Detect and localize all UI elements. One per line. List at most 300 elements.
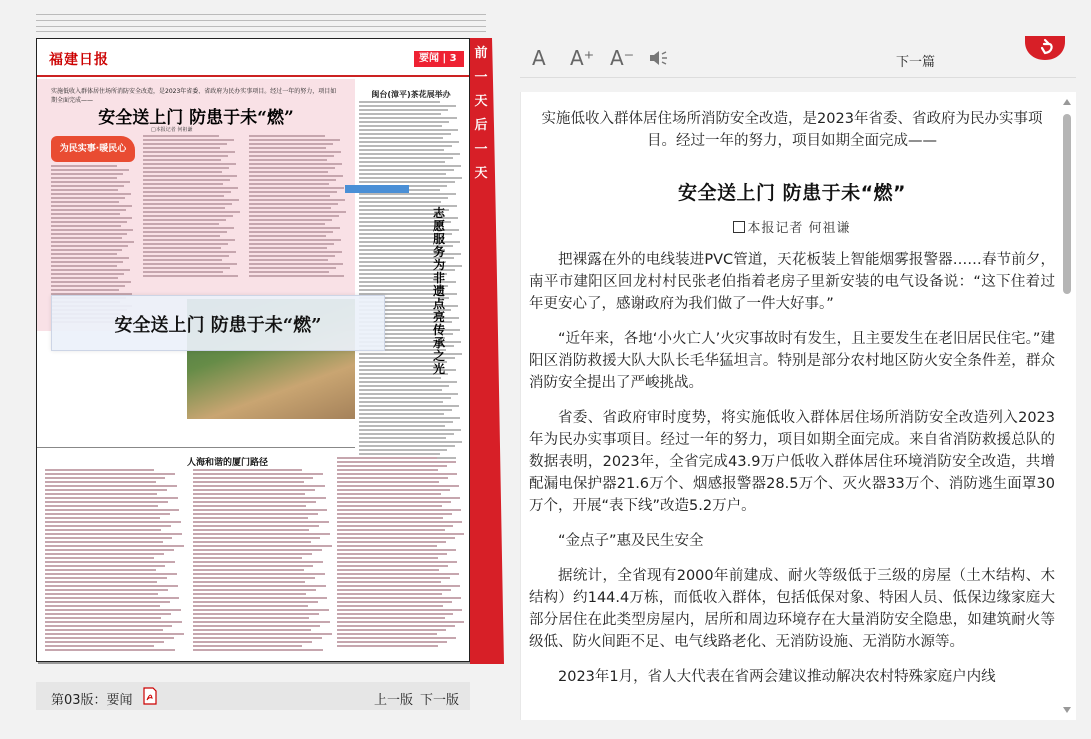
text-line (337, 525, 453, 527)
newspaper-page[interactable] (36, 38, 470, 662)
text-line (193, 513, 318, 515)
text-line (249, 179, 336, 181)
text-line (51, 217, 132, 219)
text-line (193, 585, 326, 587)
text-line (337, 485, 459, 487)
text-line (143, 187, 238, 189)
text-line (45, 501, 168, 503)
text-line (249, 231, 333, 233)
text-line (359, 237, 444, 239)
article-toolbar (520, 38, 1076, 78)
text-line (337, 545, 437, 547)
text-line (337, 645, 438, 647)
text-line (359, 449, 447, 451)
prev-page-link[interactable]: 上一版 (374, 693, 414, 708)
bottom-story-title[interactable]: 人海和谐的厦门路径 (187, 458, 269, 468)
text-line (337, 573, 459, 575)
text-line (193, 573, 325, 575)
text-line (45, 537, 172, 539)
text-line (143, 183, 223, 185)
text-line (337, 505, 442, 507)
text-line (359, 417, 460, 419)
text-line (51, 245, 128, 247)
text-line (337, 577, 450, 579)
text-line (337, 637, 456, 639)
text-line (193, 633, 332, 635)
text-line (143, 255, 229, 257)
text-line (337, 469, 438, 471)
day-nav-label[interactable] (472, 42, 490, 186)
scroll-down-arrow-icon[interactable] (1063, 707, 1071, 713)
text-line (337, 513, 452, 515)
speaker-icon[interactable] (648, 48, 670, 68)
blue-label-strip (345, 185, 409, 193)
text-line (51, 209, 126, 211)
text-line (249, 183, 329, 185)
text-line (359, 277, 440, 279)
text-line (337, 521, 462, 523)
text-line (359, 437, 446, 439)
text-line (337, 585, 460, 587)
text-line (249, 267, 336, 269)
text-line (143, 155, 228, 157)
text-line (193, 565, 313, 567)
text-line (249, 135, 325, 137)
vertical-headline[interactable]: 志愿服务为非遗点亮传承之光 (433, 206, 446, 376)
text-line (45, 637, 174, 639)
text-line (249, 151, 341, 153)
text-line (193, 497, 326, 499)
text-line (359, 137, 443, 139)
text-line (143, 267, 230, 269)
text-line (359, 453, 440, 455)
text-line (193, 525, 319, 527)
text-line (45, 565, 165, 567)
text-line (143, 271, 223, 273)
text-line (143, 243, 228, 245)
hover-article-highlight[interactable] (51, 295, 385, 351)
text-line (143, 275, 238, 277)
text-line (45, 549, 174, 551)
text-line (51, 189, 118, 191)
text-line (249, 247, 327, 249)
font-reset-button[interactable]: A (532, 46, 546, 70)
text-line (359, 213, 442, 215)
text-line (45, 521, 181, 523)
ribbon-char: 一 (474, 70, 488, 85)
text-line (45, 473, 175, 475)
text-line (359, 161, 445, 163)
text-line (193, 501, 316, 503)
text-line (143, 227, 234, 229)
text-line (193, 589, 316, 591)
text-line (193, 629, 311, 631)
prev-day-link[interactable]: 前 (474, 46, 488, 61)
text-line (249, 159, 327, 161)
text-line (143, 223, 219, 225)
text-line (143, 211, 240, 213)
text-line (45, 553, 164, 555)
text-line (337, 465, 447, 467)
text-line (359, 365, 440, 367)
text-line (143, 203, 232, 205)
article-lead: 实施低收入群体居住场所消防安全改造，是2023年省委、省政府为民办实事项目。经过一年的努力，项目如期全面完成—— (541, 111, 1043, 149)
text-line (337, 529, 445, 531)
text-line (249, 203, 338, 205)
text-line (359, 121, 449, 123)
text-line (249, 271, 329, 273)
text-line (193, 541, 311, 543)
text-line (45, 633, 184, 635)
text-line (359, 141, 459, 143)
text-line (337, 633, 437, 635)
text-line (359, 377, 441, 379)
text-line (51, 197, 125, 199)
text-line (45, 497, 178, 499)
text-line (45, 545, 184, 547)
next-page-link[interactable]: 下一版 (420, 693, 460, 708)
text-line (51, 265, 117, 267)
byline-box-icon (733, 221, 745, 233)
side-story-title[interactable]: 闽台(漳平)茶花展举办 (371, 90, 451, 99)
text-line (249, 215, 339, 217)
text-line (359, 157, 453, 159)
text-line (143, 247, 221, 249)
text-line (359, 145, 452, 147)
text-line (51, 229, 133, 231)
text-line (193, 549, 322, 551)
text-line (51, 241, 134, 243)
text-column (337, 457, 465, 649)
text-line (249, 219, 332, 221)
text-column (249, 135, 347, 279)
text-line (359, 389, 442, 391)
text-line (193, 609, 329, 611)
text-line (45, 585, 178, 587)
text-line (249, 187, 344, 189)
text-line (249, 251, 342, 253)
text-line (337, 549, 456, 551)
text-line (45, 569, 156, 571)
text-line (359, 445, 455, 447)
text-line (249, 235, 326, 237)
text-line (249, 255, 335, 257)
back-icon[interactable] (1025, 36, 1065, 60)
text-line (51, 221, 127, 223)
text-line (193, 485, 325, 487)
text-line (359, 393, 458, 395)
text-line (193, 545, 332, 547)
text-line (249, 191, 337, 193)
text-line (143, 239, 235, 241)
text-line (193, 473, 323, 475)
text-line (359, 117, 457, 119)
text-line (193, 553, 312, 555)
text-line (193, 537, 320, 539)
text-line (337, 609, 462, 611)
text-line (51, 225, 121, 227)
text-line (193, 637, 322, 639)
text-line (193, 561, 323, 563)
text-line (45, 581, 157, 583)
text-line (249, 147, 326, 149)
text-line (143, 231, 227, 233)
text-line (45, 509, 179, 511)
text-line (337, 493, 441, 495)
text-line (143, 143, 227, 145)
text-line (249, 199, 345, 201)
text-line (45, 625, 172, 627)
article-paragraph: 省委、省政府审时度势，将实施低收入群体居住场所消防安全改造列入2023年为民办实事项目。经过一年的努力，项目如期全面完成。来自省消防救援总队的数据表明，2023年，全省完成43.9万户低收入群体居住环境消防安全改造，共增配漏电保护器21.6万个、烟感报警器28.5万个、灭火器33万个、消防逃生面罩30万个，开展“表下线”改造5.2万户。 (529, 410, 1055, 514)
text-line (45, 557, 154, 559)
hover-article-title: 安全送上门 防患于未“燃” (114, 315, 322, 336)
article-paragraph: 据统计，全省现有2000年前建成、耐火等级低于三级的房屋（土木结构、木结构）约144.4万栋，而低收入群体，包括低保对象、特困人员、低保边缘家庭大部分居住在此类型房屋内，居所和周边环境存在大量消防安全隐患，如建筑耐火等级低、防火间距不足、电气线路老化、无消防设施、无消防水源等。 (529, 568, 1055, 650)
text-line (249, 207, 331, 209)
text-line (143, 147, 220, 149)
text-line (337, 621, 464, 623)
text-line (359, 401, 443, 403)
text-line (51, 185, 124, 187)
text-line (143, 219, 226, 221)
text-line (337, 597, 461, 599)
text-line (359, 125, 442, 127)
text-line (51, 201, 119, 203)
text-line (249, 227, 340, 229)
text-line (143, 235, 220, 237)
article-scrollbar[interactable] (1060, 96, 1074, 716)
text-line (359, 109, 448, 111)
text-line (193, 625, 320, 627)
divider (37, 447, 355, 448)
text-line (337, 605, 443, 607)
lead-story-banner: 为民实事·暖民心 (51, 136, 135, 162)
byline-text: 本报记者 何祖谦 (747, 221, 851, 236)
text-line (193, 529, 309, 531)
text-line (51, 193, 131, 195)
text-line (45, 641, 164, 643)
text-line (337, 553, 447, 555)
text-line (45, 573, 177, 575)
lead-story-intro: 实施低收入群体居住场所消防安全改造，是2023年省委、省政府为民办实事项目。经过一年的努力，项目如期全面完成—— (51, 88, 337, 104)
text-line (45, 597, 179, 599)
text-line (337, 629, 446, 631)
text-line (51, 289, 119, 291)
text-line (249, 223, 325, 225)
text-line (193, 613, 319, 615)
scroll-thumb[interactable] (1063, 114, 1071, 294)
text-line (143, 167, 229, 169)
text-column (45, 469, 185, 653)
text-line (143, 163, 236, 165)
text-line (337, 461, 456, 463)
text-line (337, 593, 442, 595)
paper-stack-edge (36, 0, 486, 36)
text-line (249, 143, 333, 145)
page-footer (36, 682, 470, 710)
font-decrease-button[interactable]: A⁻ (610, 46, 635, 70)
text-line (45, 477, 165, 479)
text-line (337, 557, 438, 559)
text-line (51, 169, 129, 171)
text-line (359, 201, 441, 203)
text-line (45, 541, 163, 543)
text-line (359, 177, 462, 179)
text-line (359, 381, 457, 383)
text-line (337, 457, 437, 459)
text-line (359, 133, 451, 135)
text-line (143, 151, 235, 153)
text-line (359, 193, 456, 195)
text-line (193, 517, 308, 519)
text-line (359, 405, 459, 407)
text-line (193, 489, 315, 491)
text-line (51, 173, 123, 175)
article-paragraph: “近年来，各地‘小火亡人’火灾事故时有发生，且主要发生在老旧居民住宅。”建阳区消防救援大队大队长毛华猛坦言。特别是部分农村地区防火安全条件差，群众消防安全提出了严峻挑战。 (529, 331, 1055, 391)
text-line (249, 275, 344, 277)
text-line (143, 251, 236, 253)
lead-story-headline[interactable]: 安全送上门 防患于未“燃” (98, 108, 294, 128)
text-line (359, 149, 444, 151)
text-line (143, 215, 233, 217)
text-line (45, 525, 171, 527)
text-line (143, 159, 221, 161)
text-line (51, 249, 122, 251)
text-line (193, 509, 327, 511)
text-line (45, 577, 167, 579)
text-line (359, 397, 451, 399)
text-line (193, 481, 304, 483)
text-line (337, 601, 452, 603)
text-line (337, 589, 451, 591)
text-line (249, 259, 328, 261)
text-line (45, 489, 167, 491)
text-line (337, 625, 455, 627)
scroll-up-arrow-icon[interactable] (1063, 99, 1071, 105)
text-line (143, 191, 231, 193)
text-line (51, 177, 117, 179)
article-subheading: “金点子”惠及民生安全 (558, 533, 704, 549)
text-line (337, 617, 445, 619)
text-line (45, 613, 171, 615)
text-line (359, 197, 448, 199)
text-line (359, 225, 443, 227)
text-line (359, 421, 453, 423)
text-line (193, 649, 323, 651)
text-line (143, 263, 237, 265)
text-line (143, 171, 222, 173)
text-line (143, 135, 219, 137)
font-increase-button[interactable]: A⁺ (570, 46, 595, 70)
text-line (143, 139, 234, 141)
text-line (193, 593, 306, 595)
text-line (45, 529, 161, 531)
text-line (193, 505, 306, 507)
text-line (45, 517, 160, 519)
text-line (359, 153, 460, 155)
text-line (45, 609, 181, 611)
ribbon-char: 天 (474, 166, 488, 181)
text-line (249, 263, 343, 265)
text-line (359, 409, 452, 411)
newspaper-logo: 福建日报 (49, 52, 109, 68)
text-line (45, 617, 161, 619)
text-line (337, 489, 450, 491)
text-line (51, 213, 120, 215)
text-line (193, 605, 308, 607)
text-line (45, 645, 154, 647)
text-line (359, 169, 454, 171)
page-label[interactable]: 第03版：要闻 (51, 693, 133, 708)
text-line (337, 497, 460, 499)
article-byline (529, 217, 1055, 236)
text-line (359, 165, 461, 167)
text-line (337, 565, 448, 567)
text-line (143, 175, 237, 177)
text-column (359, 101, 463, 469)
text-line (193, 645, 302, 647)
text-column (143, 135, 241, 279)
text-line (337, 569, 439, 571)
text-line (249, 243, 334, 245)
next-article-link[interactable]: 下一篇 (896, 55, 936, 70)
next-day-link[interactable]: 后 (474, 118, 488, 133)
article-paragraph: 2023年1月，省人大代表在省两会建议推动解决农村特殊家庭户内线 (558, 669, 996, 685)
text-line (249, 195, 330, 197)
text-line (45, 513, 170, 515)
text-line (143, 207, 225, 209)
text-line (337, 541, 446, 543)
text-line (143, 195, 224, 197)
text-line (359, 385, 449, 387)
text-line (359, 113, 441, 115)
text-line (359, 105, 456, 107)
text-line (337, 561, 457, 563)
text-line (45, 533, 182, 535)
text-line (359, 433, 454, 435)
article-panel[interactable] (520, 92, 1076, 720)
text-line (359, 429, 461, 431)
text-line (45, 481, 156, 483)
text-line (193, 601, 318, 603)
text-line (337, 501, 451, 503)
text-line (337, 509, 461, 511)
text-line (337, 537, 455, 539)
text-line (337, 481, 439, 483)
text-line (193, 581, 305, 583)
lead-story-byline: □本报记者 何祖谦 (151, 127, 193, 133)
text-line (337, 641, 447, 643)
article-title: 安全送上门 防患于未“燃” (677, 182, 907, 204)
text-line (193, 621, 330, 623)
text-line (193, 597, 327, 599)
text-line (51, 181, 130, 183)
text-line (249, 167, 335, 169)
pdf-icon[interactable] (142, 687, 158, 705)
text-line (193, 521, 329, 523)
text-line (193, 469, 302, 471)
text-line (249, 175, 343, 177)
text-line (359, 101, 440, 103)
text-line (51, 233, 127, 235)
article-paragraph: 把裸露在外的电线装进PVC管道，天花板装上智能烟雾报警器……春节前夕，南平市建阳区回龙村村民张老伯指着老房子里新安装的电气设备说：“这下住着过年更安心了，感谢政府为我们做了一件大好事。” (529, 252, 1055, 312)
text-line (337, 581, 441, 583)
text-line (193, 641, 312, 643)
text-line (45, 649, 175, 651)
text-line (51, 269, 130, 271)
text-line (359, 441, 462, 443)
text-line (143, 179, 230, 181)
text-line (359, 129, 458, 131)
